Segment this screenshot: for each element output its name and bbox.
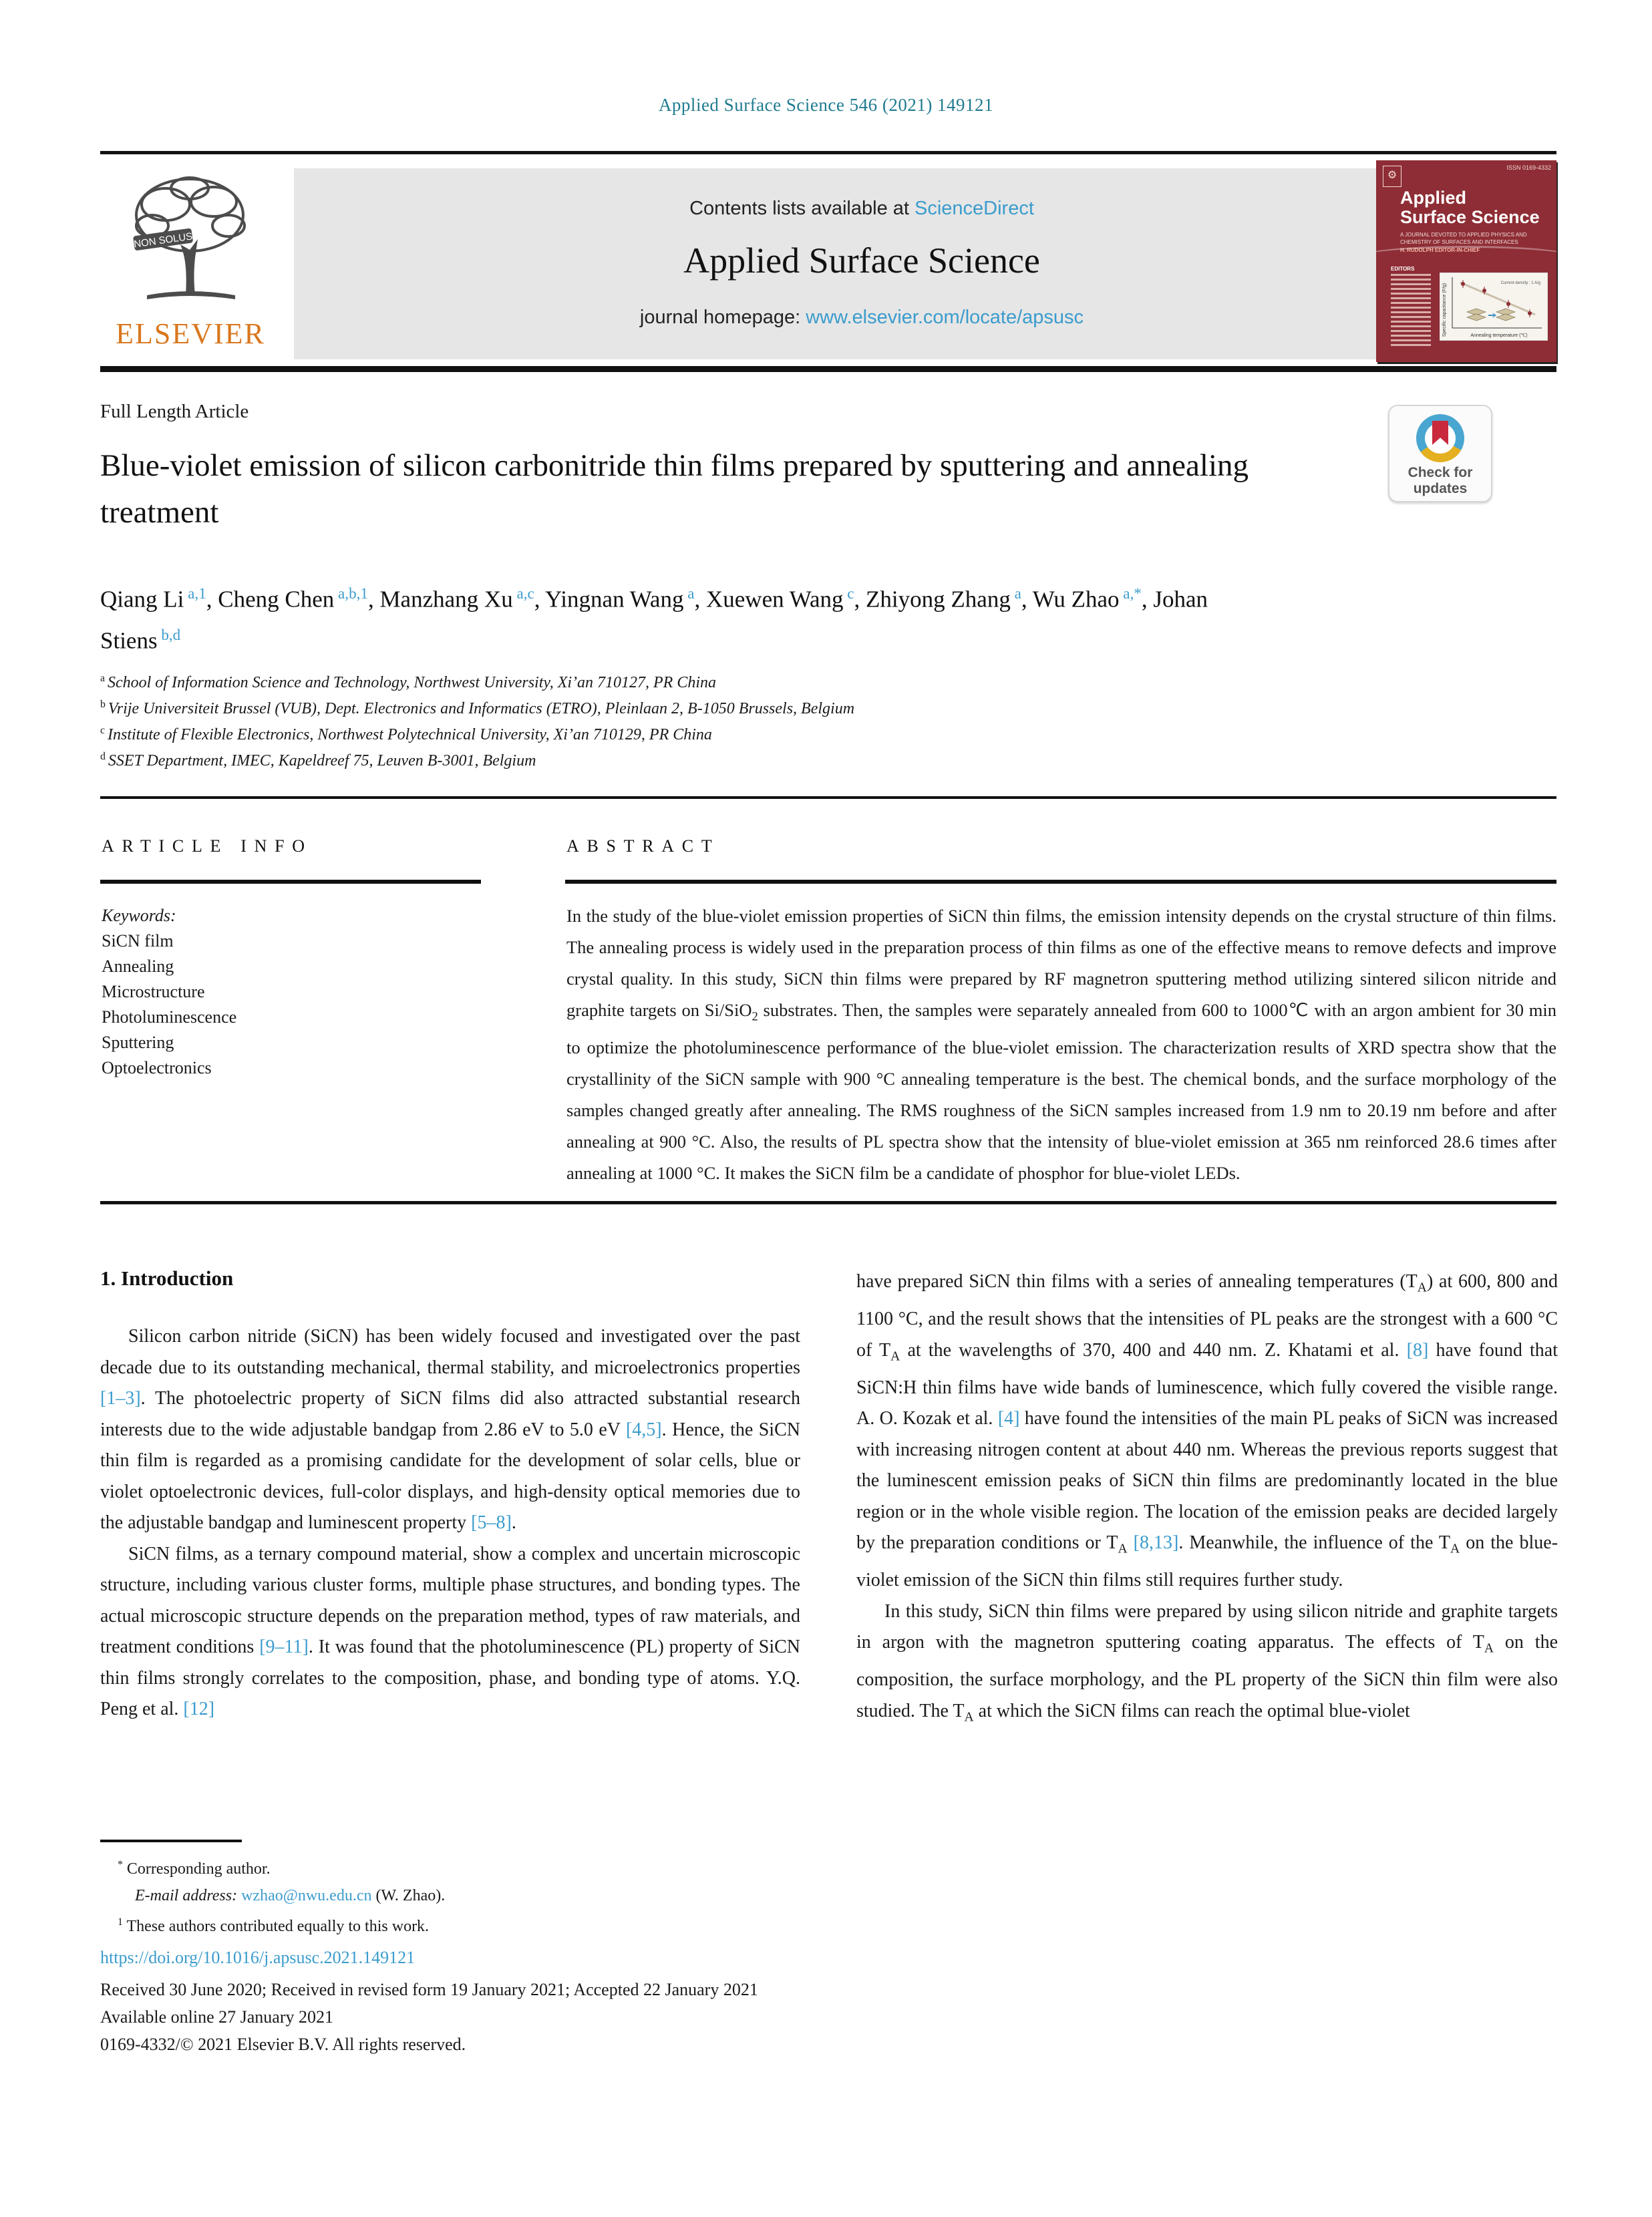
text-run: A xyxy=(964,1710,974,1725)
footer-dates xyxy=(100,1976,758,2058)
text-run: a xyxy=(100,673,108,684)
text-run: Corresponding author. xyxy=(122,1860,271,1878)
text-run: , Xuewen Wang xyxy=(694,586,844,613)
keyword-item: Sputtering xyxy=(102,1033,174,1052)
text-run: SSET Department, IMEC, Kapeldreef 75, Leuven B-3001, Belgium xyxy=(108,752,536,770)
text-run: A xyxy=(1417,1281,1427,1295)
updates-badge-label: Check for updates xyxy=(1408,465,1473,496)
text-run: b,d xyxy=(157,625,181,643)
article-title: Blue-violet emission of silicon carbonitride thin films prepared by sputtering and annealing treatment xyxy=(100,448,1249,530)
text-run: In this study, SiCN thin films were prepared by using silicon nitride and graphite targets in argon with the magnetron sputtering coating apparatus. The effects of T xyxy=(856,1600,1558,1653)
text-run: ) at 600, 800 and 1100 °C, and the result shows that the intensities of PL peaks are the strongest with a 600 °C of T xyxy=(856,1271,1558,1361)
text-run: A xyxy=(1118,1542,1128,1556)
text-run: a xyxy=(1010,584,1021,602)
text-run: A xyxy=(1484,1641,1494,1656)
text-run: 1 xyxy=(118,1916,123,1928)
doi-link-line xyxy=(100,1948,415,1968)
cover-editors-list xyxy=(1391,274,1431,349)
text-run: Qiang Li xyxy=(100,586,184,613)
text-run: a,b,1 xyxy=(334,584,368,602)
text-run: , Johan Stiens xyxy=(100,586,1208,654)
paragraph xyxy=(856,1266,1558,1596)
footnote-corresponding xyxy=(100,1852,445,1882)
text-run: (W. Zhao). xyxy=(371,1887,446,1904)
abstract-bottom-rule xyxy=(100,1201,1556,1204)
inline-link[interactable]: ScienceDirect xyxy=(915,198,1034,219)
text-run: d xyxy=(100,751,108,762)
inline-link[interactable]: [4] xyxy=(997,1408,1020,1429)
text-run: at which the SiCN films can reach the optimal blue-violet xyxy=(973,1700,1410,1721)
elsevier-wordmark: ELSEVIER xyxy=(116,317,265,350)
abstract-heading: ABSTRACT xyxy=(566,836,720,856)
elsevier-tree-icon xyxy=(120,170,261,315)
affiliation-line xyxy=(100,720,854,745)
keyword-item: Annealing xyxy=(102,957,174,976)
body-column-left xyxy=(100,1321,800,1725)
text-run: Contents lists available at xyxy=(689,198,915,219)
cover-chart-inset xyxy=(1440,273,1548,341)
affiliation-line xyxy=(100,694,854,719)
available-online-line: Available online 27 January 2021 xyxy=(100,2007,333,2027)
text-run: , Zhiyong Zhang xyxy=(854,586,1011,613)
logo-motto-text: NON SOLUS xyxy=(133,230,194,250)
keyword-item: Photoluminescence xyxy=(102,1007,237,1027)
inline-link[interactable]: [9–11] xyxy=(259,1637,309,1657)
text-run: on the blue-violet emission of the SiCN thin films still requires further study. xyxy=(856,1532,1558,1591)
author-list xyxy=(100,576,1236,658)
cover-chart-xlabel: Annealing temperature (℃) xyxy=(1470,333,1528,338)
text-run: , Wu Zhao xyxy=(1021,586,1120,613)
text-run: SiCN films, as a ternary compound material, show a complex and uncertain microscopic structure, including various cluster forms, multiple phase structures, and bonding types. The actual microscopic structure depends on the preparation method, types of raw materials, and treatment conditions xyxy=(100,1543,800,1657)
inline-link[interactable]: [12] xyxy=(183,1699,215,1719)
article-info-rule xyxy=(100,880,481,884)
text-run: on the composition, the surface morphology, and the PL property of the SiCN thin film were also studied. The T xyxy=(856,1632,1558,1721)
text-run: , Manzhang Xu xyxy=(367,586,513,613)
text-run: , Yingnan Wang xyxy=(534,586,684,613)
top-rule xyxy=(100,151,1556,154)
text-run: at the wavelengths of 370, 400 and 440 nm. Z. Khatami et al. xyxy=(900,1339,1407,1361)
text-run: A xyxy=(890,1349,900,1364)
affiliation-list xyxy=(100,668,854,772)
text-run: , Cheng Chen xyxy=(206,586,335,613)
text-run: journal homepage: xyxy=(639,307,806,328)
inline-link[interactable]: [8] xyxy=(1406,1339,1429,1361)
text-run: have prepared SiCN thin films with a series of annealing temperatures (T xyxy=(856,1271,1418,1292)
cover-title: Applied Surface Science xyxy=(1400,188,1540,227)
text-run: . Hence, the SiCN thin film is regarded as a promising candidate for the development of solar cells, blue or violet optoelectronic devices, full-color displays, and high-density optical memories due to the adjustable bandgap and luminescent property xyxy=(100,1419,800,1533)
paragraph xyxy=(100,1539,800,1725)
text-run: * xyxy=(118,1859,123,1870)
text-run: School of Information Science and Technology, Northwest University, Xi’an 710127, PR China xyxy=(107,674,717,691)
header-rule xyxy=(100,366,1556,372)
text-run xyxy=(1128,1532,1134,1553)
article-info-heading: ARTICLE INFO xyxy=(102,836,313,856)
inline-link[interactable]: [1–3] xyxy=(100,1388,141,1409)
inline-link[interactable]: [8,13] xyxy=(1133,1532,1179,1554)
footnote-rule xyxy=(100,1840,242,1842)
text-run: . xyxy=(511,1512,516,1533)
text-run: a,c xyxy=(512,584,534,602)
cover-mini-logo: ⚙ xyxy=(1383,166,1401,187)
text-run: c xyxy=(843,584,854,602)
text-run: A xyxy=(1450,1542,1460,1556)
received-line: Received 30 June 2020; Received in revised form 19 January 2021; Accepted 22 January 2021 xyxy=(100,1980,758,1999)
article-type-label: Full Length Article xyxy=(100,401,249,422)
inline-link[interactable]: wzhao@nwu.edu.cn xyxy=(241,1887,372,1904)
paragraph xyxy=(100,1321,800,1539)
text-run: . Meanwhile, the influence of the T xyxy=(1178,1532,1451,1554)
text-run: Institute of Flexible Electronics, Northwest Polytechnical University, Xi’an 710129, PR China xyxy=(107,726,712,743)
journal-header xyxy=(100,164,1556,362)
text-run: In the study of the blue-violet emission properties of SiCN thin films, the emission intensity depends on the crystal structure of thin films. The annealing process is widely used in the preparation process of thin films as one of the effective means to remove defects and improve crystal quality. In this study, SiCN thin films were prepared by RF magnetron sputtering method utilizing sintered silicon nitride and graphite targets on Si/SiO xyxy=(566,906,1556,1020)
footnote-equal-contribution xyxy=(100,1909,445,1940)
text-run: . It was found that the photoluminescence (PL) property of SiCN thin films strongly correlates to the composition, phase, and bonding type of atoms. Y.Q. Peng et al. xyxy=(100,1637,800,1719)
journal-citation: Applied Surface Science 546 (2021) 149121 xyxy=(658,95,994,115)
text-run: have found the intensities of the main PL peaks of SiCN was increased with increasing nitrogen content at about 440 nm. Whereas the previous reports suggest that the luminescent emission peaks of SiCN thin films are predominantly located in the blue region or in the whole visible region. The location of the emission peaks are decided largely by the preparation conditions or T xyxy=(856,1408,1558,1554)
journal-cover-thumbnail[interactable] xyxy=(1376,160,1556,362)
text-run: Silicon carbon nitride (SiCN) has been widely focused and investigated over the past decade due to its outstanding mechanical, thermal stability, and microelectronics properties xyxy=(100,1326,800,1378)
inline-link[interactable]: [5–8] xyxy=(471,1512,512,1533)
text-run: 2 xyxy=(752,1009,758,1024)
cover-issn: ISSN 0169-4332 xyxy=(1506,164,1551,171)
journal-title: Applied Surface Science xyxy=(683,240,1040,281)
cover-editor-line: H. RUDOLPH EDITOR-IN-CHIEF xyxy=(1400,247,1480,253)
cover-chart-note: Current density : 1 A/g xyxy=(1500,281,1540,285)
text-run: a xyxy=(683,584,695,602)
text-run: . The photoelectric property of SiCN films did also attracted substantial research interests due to the wide adjustable bandgap from 2.86 eV to 5.0 eV xyxy=(100,1388,800,1440)
text-run: have found that SiCN:H thin films have wide bands of luminescence, which fully covered the visible range. A. O. Kozak et al. xyxy=(856,1339,1558,1429)
header-gray-box xyxy=(294,168,1430,359)
keyword-item: SiCN film xyxy=(102,931,174,951)
text-run: E-mail address: xyxy=(135,1887,238,1904)
affiliation-line xyxy=(100,668,854,693)
keyword-item: Optoelectronics xyxy=(102,1058,212,1077)
keywords-list xyxy=(102,928,236,1081)
text-run: substrates. Then, the samples were separately annealed from 600 to 1000℃ with an argon ambient for 30 min to optimize the photoluminescence performance of the blue-violet emission. The characterization results of XRD spectra show that the crystallinity of the SiCN sample with 900 °C annealing temperature is the best. The chemical bonds, and the surface morphology of the samples changed greatly after annealing. The RMS roughness of the SiCN samples increased from 1.9 nm to 20.19 nm before and after annealing at 900 °C. Also, the results of PL spectra show that the intensity of blue-violet emission at 365 nm reinforced 28.6 times after annealing at 1000 °C. It makes the SiCN film be a candidate of phosphor for blue-violet LEDs. xyxy=(566,1000,1556,1184)
text-run: a,* xyxy=(1119,584,1142,602)
body-column-right xyxy=(856,1266,1558,1733)
keywords-label: Keywords: xyxy=(102,906,176,925)
text-run: a,1 xyxy=(184,584,206,602)
keywords-block xyxy=(102,903,236,1081)
cover-subtitle: A JOURNAL DEVOTED TO APPLIED PHYSICS AND CHEMISTRY OF SURFACES AND INTERFACES xyxy=(1400,232,1527,245)
text-run: c xyxy=(100,725,108,736)
text-run: Vrije Universiteit Brussel (VUB), Dept. Electronics and Informatics (ETRO), Pleinlaan 2, B-1050 Brussels, Belgium xyxy=(108,700,855,717)
abstract-text xyxy=(566,900,1556,1189)
affiliations-rule xyxy=(100,796,1556,799)
contents-line xyxy=(294,198,1430,220)
copyright-line: 0169-4332/© 2021 Elsevier B.V. All rights reserved. xyxy=(100,2035,466,2054)
section-heading-introduction: 1. Introduction xyxy=(100,1266,234,1290)
bookmark-icon xyxy=(1432,421,1448,445)
footnote-email xyxy=(100,1882,445,1909)
cover-editors-label: EDITORS xyxy=(1391,266,1415,272)
footnotes-block xyxy=(100,1852,445,1940)
updates-ring-icon xyxy=(1416,414,1464,462)
text-run: b xyxy=(100,699,108,710)
check-for-updates-badge[interactable] xyxy=(1388,405,1492,502)
abstract-rule xyxy=(565,880,1556,884)
inline-link[interactable]: www.elsevier.com/locate/apsusc xyxy=(806,307,1084,328)
affiliation-line xyxy=(100,746,854,772)
inline-link[interactable]: [4,5] xyxy=(625,1419,662,1440)
elsevier-logo xyxy=(100,170,281,362)
text-run: These authors contributed equally to this work. xyxy=(122,1918,430,1935)
keyword-item: Microstructure xyxy=(102,982,205,1001)
inline-link[interactable]: https://doi.org/10.1016/j.apsusc.2021.149121 xyxy=(100,1948,416,1967)
paragraph xyxy=(856,1596,1558,1733)
cover-chart-ylabel: Specific capacitance (F/g) xyxy=(1442,283,1447,337)
homepage-line xyxy=(294,307,1430,329)
